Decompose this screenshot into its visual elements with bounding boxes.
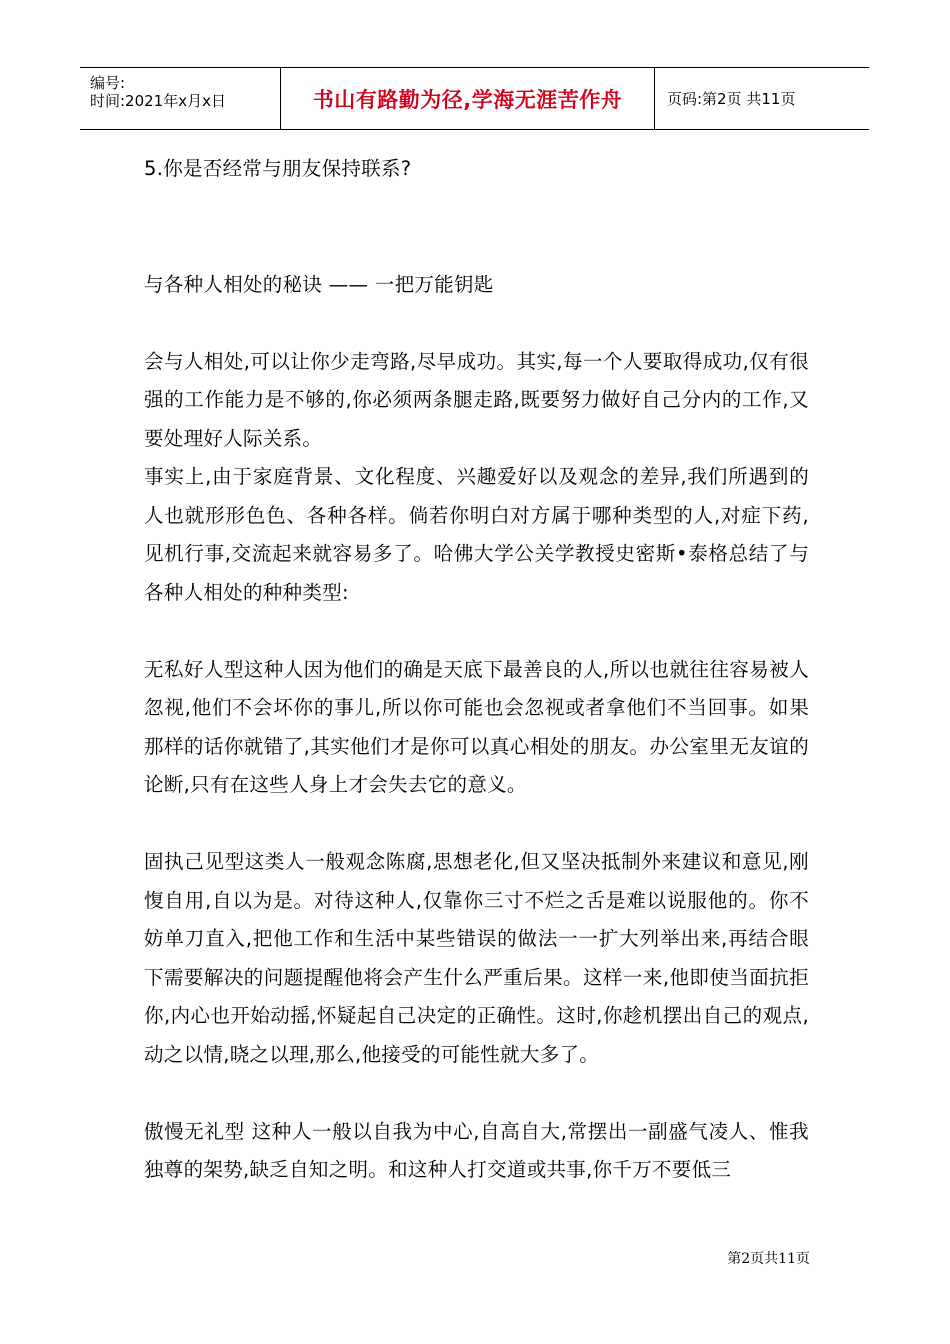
header-motto-cell [281,68,655,129]
paragraph-intro: 会与人相处,可以让你少走弯路,尽早成功。其实,每一个人要取得成功,仅有很强的工作能力是不够的,你必须两条腿走路,既要努力做好自己分内的工作,又要处理好人际关系。 [144,349,809,450]
document-body [144,150,809,1190]
page-header [80,67,869,130]
header-page-code-cell [655,68,869,129]
paragraph-stubborn-type: 固执己见型这类人一般观念陈腐,思想老化,但又坚决抵制外来建议和意见,刚愎自用,自以为是。对待这种人,仅靠你三寸不烂之舌是难以说服他的。你不妨单刀直入,把他工作和生活中某些错误的做法一一扩大列举出来,再结合眼下需要解决的问题提醒他将会产生什么严重后果。这样一来,他即使当面抗拒你,内心也开始动摇,怀疑起自己决定的正确性。这时,你趁机摆出自己的观点,动之以情,晓之以理,那么,他接受的可能性就大多了。 [144,850,809,1066]
paragraph-selfless-type: 无私好人型这种人因为他们的确是天底下最善良的人,所以也就往往容易被人忽视,他们不会坏你的事儿,所以你可能也会忽视或者拿他们不当回事。如果那样的话你就错了,其实他们才是你可以真心相处的朋友。办公室里无友谊的论断,只有在这些人身上才会失去它的意义。 [144,657,809,796]
question-item: 5.你是否经常与朋友保持联系? [144,157,412,180]
paragraph-types-overview: 事实上,由于家庭背景、文化程度、兴趣爱好以及观念的差异,我们所遇到的人也就形形色色、各种各样。倘若你明白对方属于哪种类型的人,对症下药,见机行事,交流起来就容易多了。哈佛大学公关学教授史密斯•泰格总结了与各种人相处的种种类型: [144,465,809,604]
header-meta [80,68,281,129]
paragraph-arrogant-type: 傲慢无礼型 这种人一般以自我为中心,自高自大,常摆出一副盛气凌人、惟我独尊的架势,缺乏自知之明。和这种人打交道或共事,你千万不要低三 [144,1119,809,1181]
page-footer: 第2页共11页 [727,1251,810,1267]
document-number-label: 编号: [90,74,126,92]
document-time-label: 时间:2021年x月x日 [90,92,226,110]
section-title: 与各种人相处的秘诀 —— 一把万能钥匙 [144,272,494,296]
header-page-code: 页码:第2页 共11页 [667,90,796,108]
header-motto: 书山有路勤为径,学海无涯苦作舟 [312,87,623,112]
